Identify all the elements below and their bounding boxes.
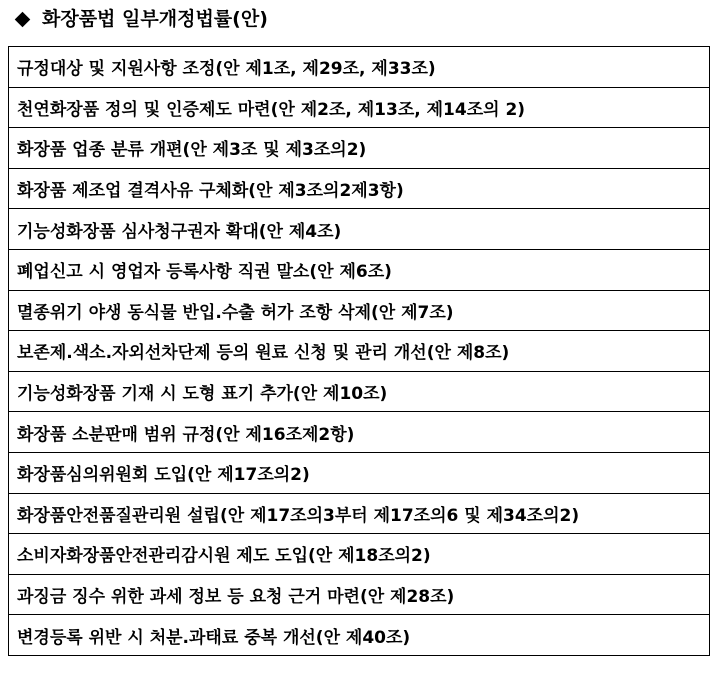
row-text: 천연화장품 정의 및 인증제도 마련(안 제2조, 제13조, 제14조의 2) — [17, 99, 526, 120]
table-row — [8, 331, 710, 372]
row-text: 화장품 제조업 결격사유 구체화(안 제3조의2제3항) — [17, 181, 404, 202]
table-row — [8, 575, 710, 616]
table-row — [8, 412, 710, 453]
table-row — [8, 494, 710, 535]
table-row — [8, 453, 710, 494]
table-row — [8, 47, 710, 88]
table-row — [8, 128, 710, 169]
row-text: 화장품심의위원회 도입(안 제17조의2) — [17, 465, 310, 486]
row-text: 소비자화장품안전관리감시원 제도 도입(안 제18조의2) — [17, 546, 431, 567]
diamond-icon — [15, 11, 31, 27]
table-row — [8, 209, 710, 250]
table-row — [8, 250, 710, 291]
row-text: 화장품 소분판매 범위 규정(안 제16조제2항) — [17, 424, 355, 445]
table-row — [8, 291, 710, 332]
row-text: 규정대상 및 지원사항 조정(안 제1조, 제29조, 제33조) — [17, 59, 436, 80]
row-text: 폐업신고 시 영업자 등록사항 직권 말소(안 제6조) — [17, 262, 392, 283]
document-heading — [14, 6, 268, 32]
table-row — [8, 88, 710, 129]
table-row — [8, 372, 710, 413]
heading-title: 화장품법 일부개정법률(안) — [42, 8, 268, 30]
row-text: 과징금 징수 위한 과세 정보 등 요청 근거 마련(안 제28조) — [17, 587, 455, 608]
row-text: 멸종위기 야생 동식물 반입.수출 허가 조항 삭제(안 제7조) — [17, 302, 454, 323]
row-text: 화장품안전품질관리원 설립(안 제17조의3부터 제17조의6 및 제34조의2) — [17, 505, 580, 526]
row-text: 보존제.색소.자외선차단제 등의 원료 신청 및 관리 개선(안 제8조) — [17, 343, 510, 364]
table-row — [8, 534, 710, 575]
row-text: 기능성화장품 기재 시 도형 표기 추가(안 제10조) — [17, 384, 388, 405]
row-text: 화장품 업종 분류 개편(안 제3조 및 제3조의2) — [17, 140, 367, 161]
row-text: 기능성화장품 심사청구권자 확대(안 제4조) — [17, 221, 342, 242]
table-row — [8, 169, 710, 210]
amendment-table — [8, 46, 710, 656]
row-text: 변경등록 위반 시 처분.과태료 중복 개선(안 제40조) — [17, 627, 411, 648]
table-row — [8, 615, 710, 656]
